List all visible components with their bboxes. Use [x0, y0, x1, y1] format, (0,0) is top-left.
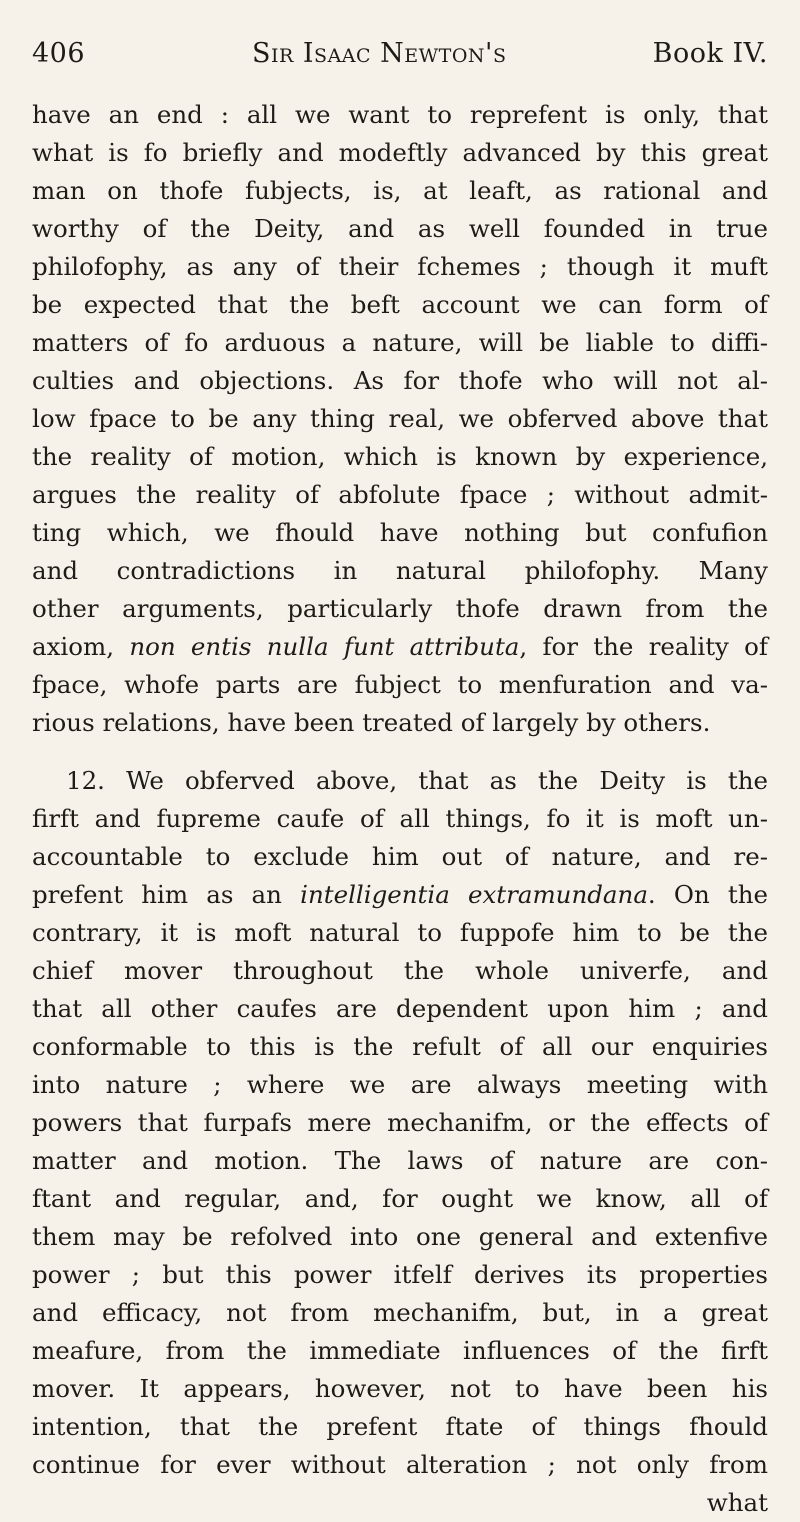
text-segment: , for the reality of	[519, 632, 768, 661]
text-line: be expected that the beft account we can form of	[32, 290, 768, 319]
text-line: ting which, we fhould have nothing but confufion	[32, 518, 768, 547]
text-segment: axiom,	[32, 632, 130, 661]
text-line: worthy of the Deity, and as well founded in true	[32, 214, 768, 243]
text-line: matters of fo arduous a nature, will be liable to diffi-	[32, 328, 768, 357]
text-line: power ; but this power itfelf derives its properties	[32, 1260, 768, 1289]
text-line: powers that furpafs mere mechanifm, or the effects of	[32, 1108, 768, 1137]
paragraph-2	[32, 762, 768, 1522]
text-segment: prefent him as an	[32, 880, 301, 909]
text-line: the reality of motion, which is known by experience,	[32, 442, 768, 471]
text-line: 12. We obferved above, that as the Deity is the	[66, 766, 768, 795]
latin-phrase: non entis nulla funt attributa	[129, 632, 520, 661]
text-line: argues the reality of abfolute fpace ; without admit-	[32, 480, 768, 509]
text-segment: . On the	[647, 880, 768, 909]
text-line: and contradictions in natural philofophy. Many	[32, 556, 768, 585]
text-line: meafure, from the immediate influences of the firft	[32, 1336, 768, 1365]
text-line: intention, that the prefent ftate of things fhould	[32, 1412, 768, 1441]
running-title: Sir Isaac Newton's	[252, 38, 507, 69]
text-line: low fpace to be any thing real, we obferved above that	[32, 404, 768, 433]
text-line: firft and fupreme caufe of all things, fo it is moft un-	[32, 804, 768, 833]
text-line: what is fo briefly and modeftly advanced by this great	[32, 138, 768, 167]
text-line: into nature ; where we are always meeting with	[32, 1070, 768, 1099]
text-line: accountable to exclude him out of nature, and re-	[32, 842, 768, 871]
text-line: them may be refolved into one general and extenfive	[32, 1222, 768, 1251]
text-line: conformable to this is the refult of all our enquiries	[32, 1032, 768, 1061]
text-line: man on thofe fubjects, is, at leaft, as rational and	[32, 176, 768, 205]
text-line: continue for ever without alteration ; not only from	[32, 1450, 768, 1479]
text-line	[32, 628, 768, 666]
page-number: 406	[32, 38, 86, 69]
text-line: contrary, it is moft natural to fuppofe him to be the	[32, 918, 768, 947]
text-line: chief mover throughout the whole univerfe, and	[32, 956, 768, 985]
text-line: and efficacy, not from mechanifm, but, in a great	[32, 1298, 768, 1327]
text-line: fpace, whofe parts are fubject to menfuration and va-	[32, 670, 768, 699]
body-text	[32, 96, 768, 1522]
paragraph-1	[32, 96, 768, 742]
text-line: matter and motion. The laws of nature are con-	[32, 1146, 768, 1175]
catchword: what	[706, 1488, 768, 1517]
text-line	[32, 876, 768, 914]
paragraph-gap	[32, 742, 768, 762]
text-line: philofophy, as any of their fchemes ; though it muft	[32, 252, 768, 281]
text-line: mover. It appears, however, not to have been his	[32, 1374, 768, 1403]
text-line: that all other caufes are dependent upon him ; and	[32, 994, 768, 1023]
text-line: culties and objections. As for thofe who will not al-	[32, 366, 768, 395]
text-line: other arguments, particularly thofe drawn from the	[32, 594, 768, 623]
book-label: Book IV.	[652, 38, 768, 69]
latin-phrase: intelligentia extramundana	[300, 880, 648, 909]
text-line: rious relations, have been treated of largely by others.	[32, 708, 711, 737]
text-line: have an end : all we want to reprefent is only, that	[32, 100, 768, 129]
text-line: ftant and regular, and, for ought we know, all of	[32, 1184, 768, 1213]
running-head	[32, 38, 768, 78]
